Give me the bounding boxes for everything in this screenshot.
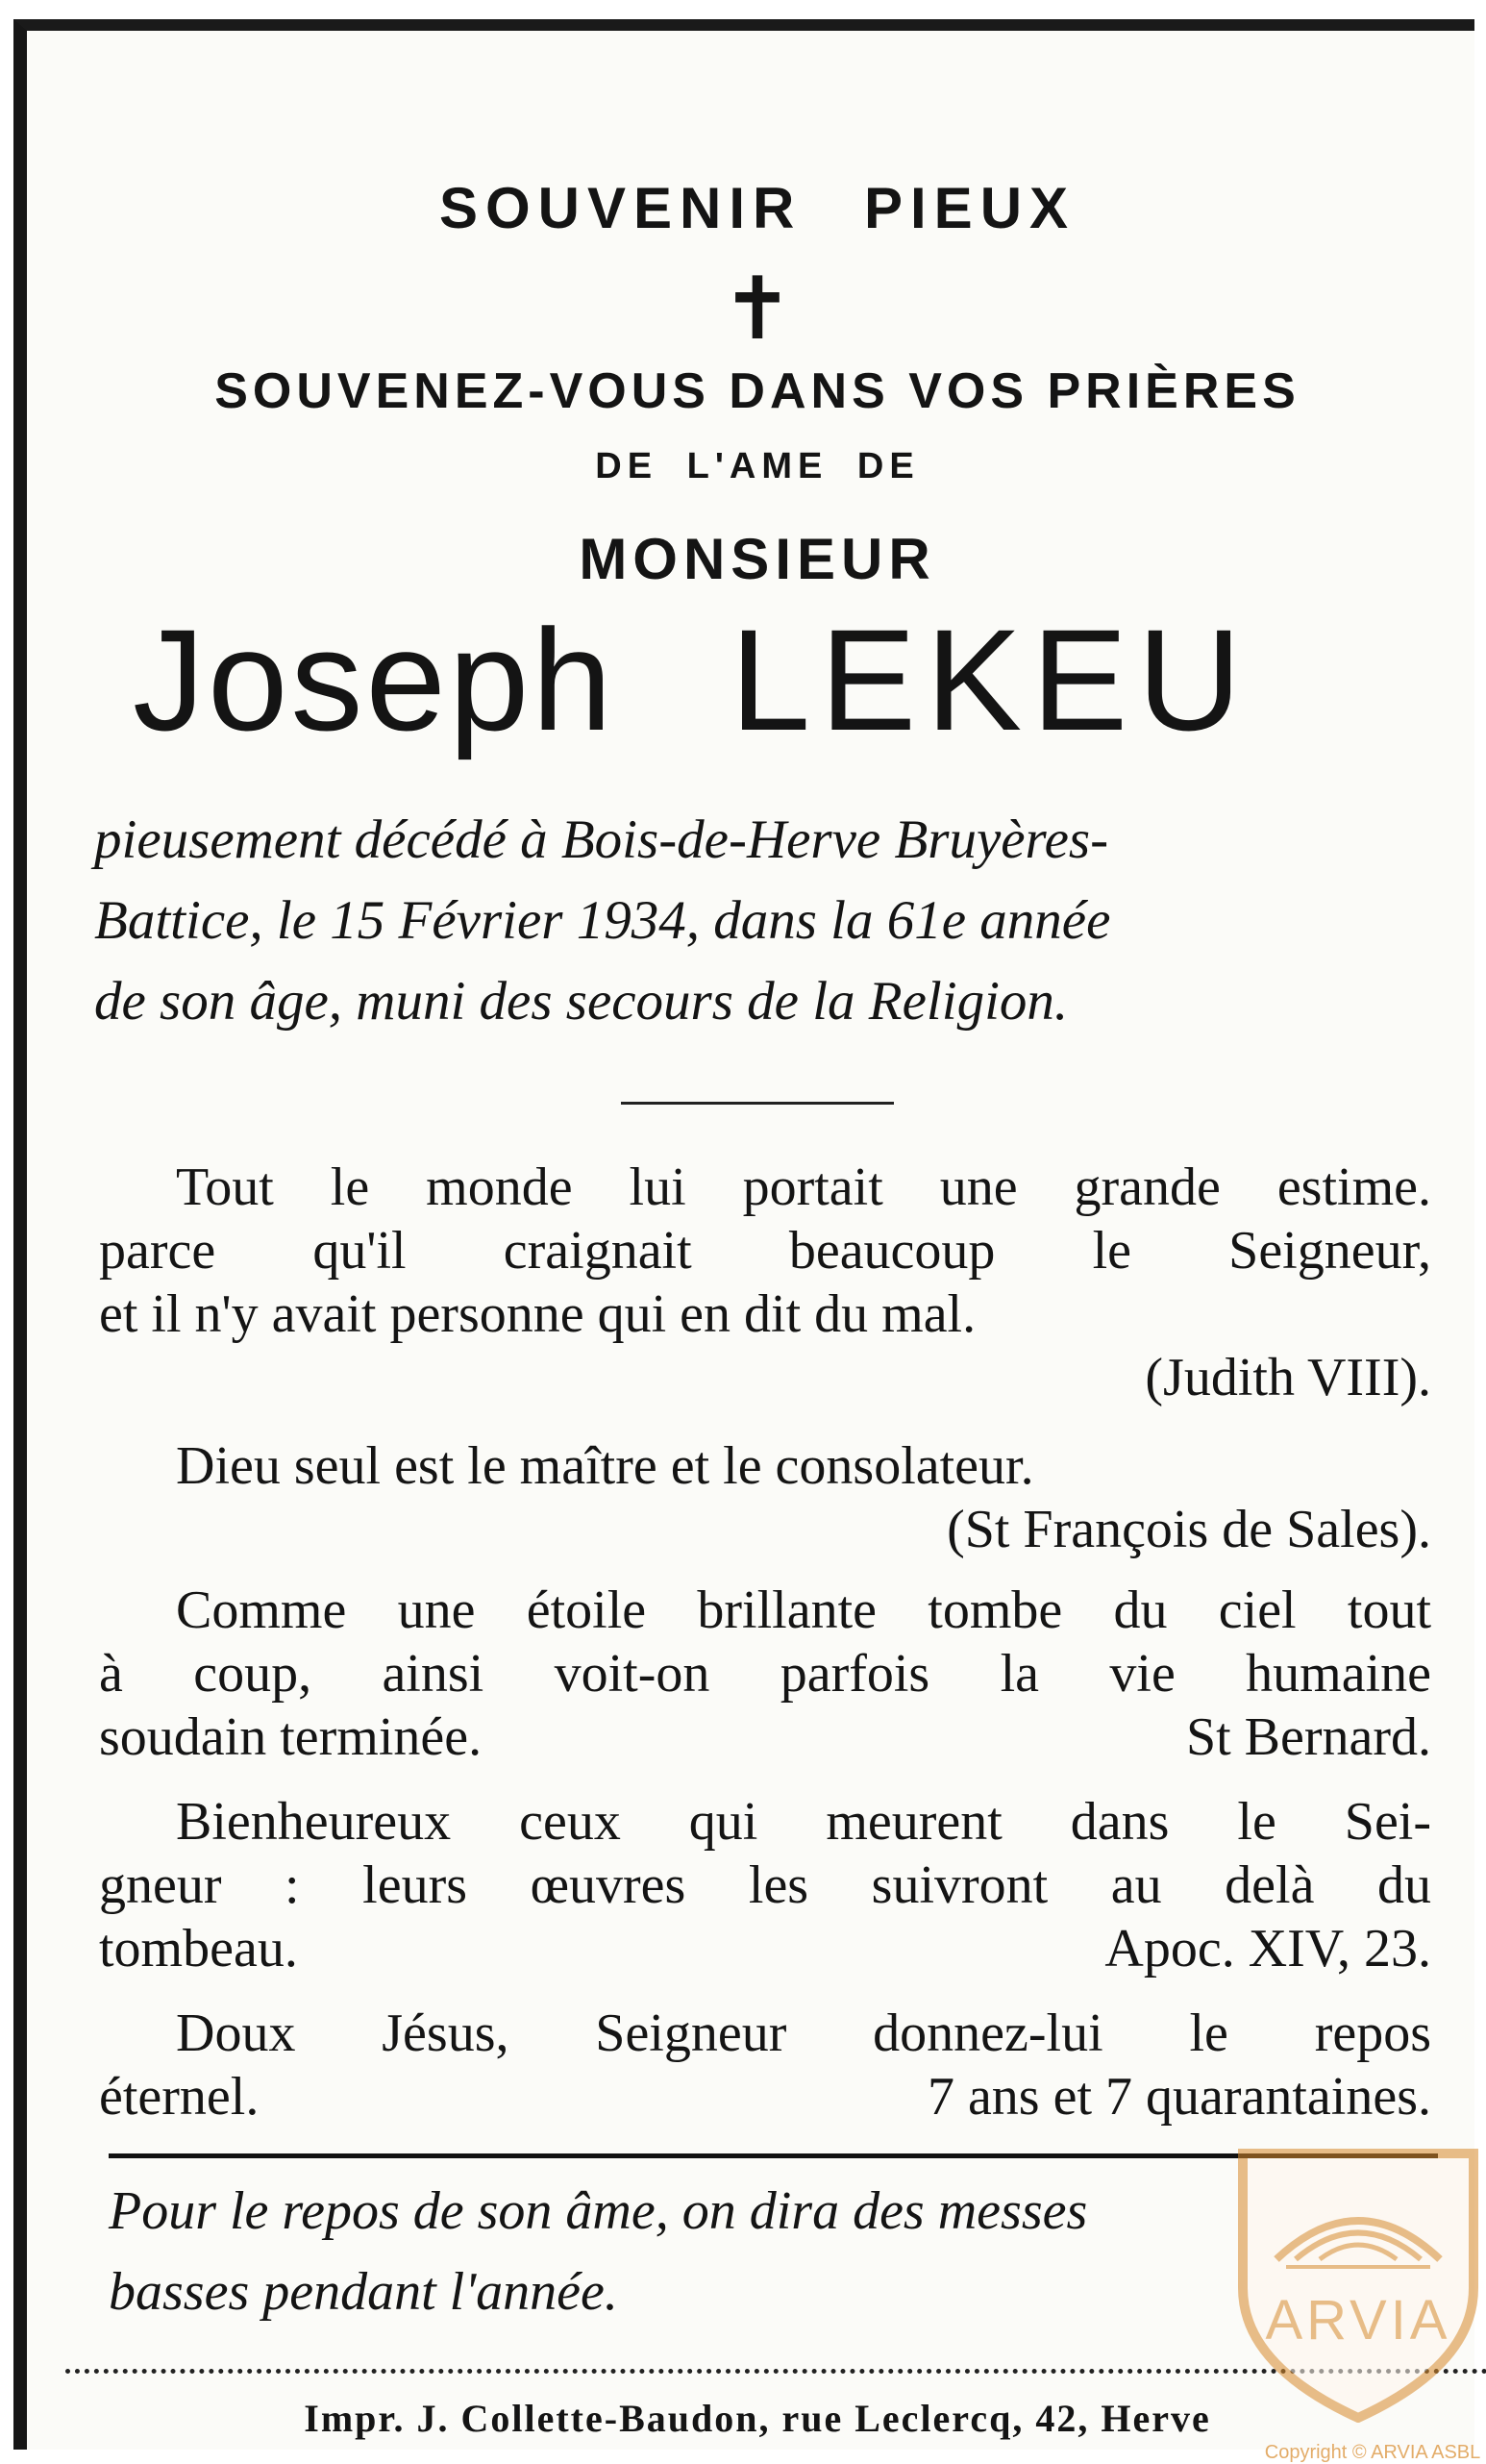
quote-source: (St François de Sales). bbox=[947, 1500, 1431, 1559]
quote-line: tombeau. bbox=[99, 1919, 298, 1979]
quote-line: Comme une étoile brillante tombe du ciel tout bbox=[176, 1580, 1431, 1640]
quote-line: parce qu'il craignait beaucoup le Seigneur, bbox=[99, 1221, 1431, 1281]
soul-of-line: DE L'AME DE bbox=[595, 446, 920, 486]
prayer-request-line: SOUVENEZ-VOUS DANS VOS PRIÈRES bbox=[214, 363, 1300, 419]
quote-line: Dieu seul est le maître et le consolateur. bbox=[176, 1436, 1034, 1496]
quote-line: Tout le monde lui portait une grande estime. bbox=[176, 1157, 1431, 1217]
arvia-watermark-logo bbox=[1228, 2144, 1486, 2423]
quote-line: à coup, ainsi voit-on parfois la vie humaine bbox=[99, 1644, 1431, 1704]
honorific: MONSIEUR bbox=[579, 527, 936, 591]
quote-1 bbox=[99, 1156, 1431, 1409]
quote-2 bbox=[99, 1434, 1431, 1561]
printer-imprint: Impr. J. Collette-Baudon, rue Leclercq, 42, Herve bbox=[304, 2397, 1211, 2440]
watermark-copyright: Copyright © ARVIA ASBL bbox=[1264, 2442, 1481, 2463]
cross-icon: ✝ bbox=[721, 259, 794, 360]
quote-5 bbox=[99, 2002, 1431, 2128]
shield-icon bbox=[1228, 2144, 1486, 2423]
card-title: SOUVENIR PIEUX bbox=[438, 176, 1077, 240]
mass-notice-line-2: basses pendant l'année. bbox=[109, 2262, 618, 2322]
death-notice-line-3: de son âge, muni des secours de la Religion. bbox=[94, 971, 1069, 1032]
quote-4 bbox=[99, 1790, 1431, 1980]
quote-source: 7 ans et 7 quarantaines. bbox=[927, 2067, 1431, 2127]
first-name: Joseph bbox=[133, 599, 615, 760]
memorial-card bbox=[13, 19, 1481, 2463]
quote-source: (Judith VIII). bbox=[1145, 1348, 1431, 1407]
quote-line: soudain terminée. bbox=[99, 1707, 483, 1767]
divider bbox=[621, 1102, 894, 1105]
watermark-logo-text: ARVIA bbox=[1265, 2289, 1451, 2352]
deceased-name bbox=[133, 599, 1251, 760]
quote-source: St Bernard. bbox=[1185, 1707, 1431, 1767]
quote-source: Apoc. XIV, 23. bbox=[1104, 1919, 1431, 1979]
mass-notice-line-1: Pour le repos de son âme, on dira des messes bbox=[109, 2181, 1088, 2241]
quote-line: Bienheureux ceux qui meurent dans le Sei- bbox=[176, 1792, 1431, 1852]
death-notice-line-1: pieusement décédé à Bois-de-Herve Bruyères- bbox=[94, 809, 1109, 870]
quote-3 bbox=[99, 1579, 1431, 1769]
last-name: LEKEU bbox=[730, 599, 1251, 760]
death-notice-line-2: Battice, le 15 Février 1934, dans la 61e année bbox=[94, 890, 1111, 951]
quote-line: Doux Jésus, Seigneur donnez-lui le repos bbox=[176, 2004, 1431, 2063]
quote-line: et il n'y avait personne qui en dit du mal. bbox=[99, 1284, 977, 1344]
quote-line: éternel. bbox=[99, 2067, 260, 2127]
quote-line: gneur : leurs œuvres les suivront au delà du bbox=[99, 1855, 1431, 1915]
